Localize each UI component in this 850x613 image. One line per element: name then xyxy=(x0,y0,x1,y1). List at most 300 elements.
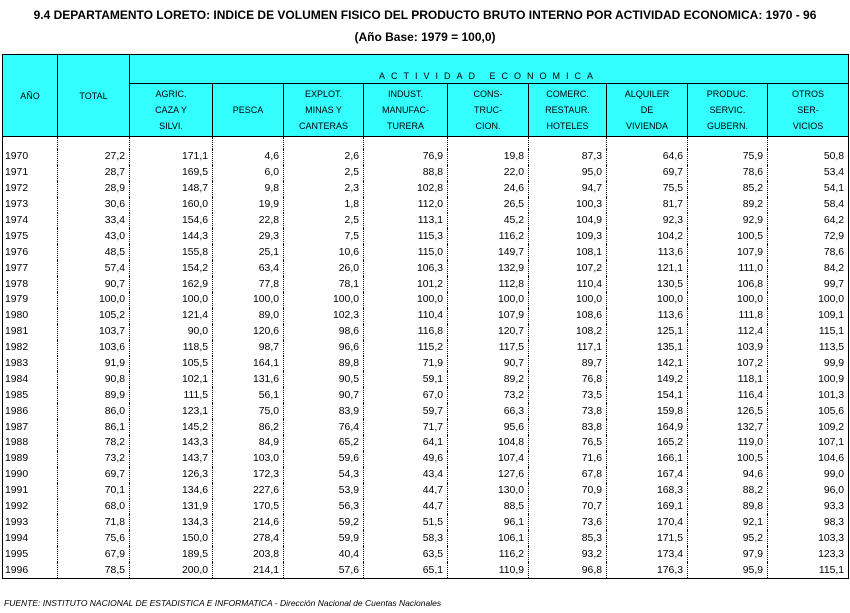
value-cell: 105,6 xyxy=(768,403,849,419)
year-cell: 1975 xyxy=(3,228,58,244)
value-cell: 110,4 xyxy=(529,276,607,292)
value-cell: 65,2 xyxy=(284,435,364,451)
column-header-line: CONS- xyxy=(473,89,503,99)
value-cell: 106,1 xyxy=(448,530,529,546)
value-cell: 89,8 xyxy=(284,356,364,372)
value-cell: 50,8 xyxy=(768,149,849,165)
table-row xyxy=(3,213,849,229)
value-cell: 102,1 xyxy=(130,371,213,387)
value-cell: 75,5 xyxy=(607,181,688,197)
table-row xyxy=(3,562,849,578)
value-cell: 121,4 xyxy=(130,308,213,324)
value-cell: 72,9 xyxy=(768,228,849,244)
value-cell: 113,1 xyxy=(364,213,448,229)
source-note: FUENTE: INSTITUTO NACIONAL DE ESTADISTICA E INFORMATICA - Dirección Nacional de Cuentas Nacionales xyxy=(4,598,442,608)
column-header-total: TOTAL xyxy=(58,55,130,137)
value-cell: 43,4 xyxy=(364,467,448,483)
value-cell: 97,9 xyxy=(688,546,768,562)
value-cell: 43,0 xyxy=(58,228,130,244)
value-cell: 100,0 xyxy=(213,292,284,308)
value-cell: 2,5 xyxy=(284,165,364,181)
value-cell: 113,5 xyxy=(768,340,849,356)
value-cell: 67,8 xyxy=(529,467,607,483)
value-cell: 131,6 xyxy=(213,371,284,387)
value-cell: 100,0 xyxy=(130,292,213,308)
value-cell: 149,2 xyxy=(607,371,688,387)
value-cell: 173,4 xyxy=(607,546,688,562)
value-cell: 227,6 xyxy=(213,483,284,499)
value-cell: 90,8 xyxy=(58,371,130,387)
year-cell: 1982 xyxy=(3,340,58,356)
value-cell: 2,5 xyxy=(284,213,364,229)
value-cell: 214,6 xyxy=(213,514,284,530)
value-cell: 155,8 xyxy=(130,244,213,260)
value-cell: 126,5 xyxy=(688,403,768,419)
value-cell: 127,6 xyxy=(448,467,529,483)
value-cell: 26,5 xyxy=(448,197,529,213)
value-cell: 25,1 xyxy=(213,244,284,260)
value-cell: 99,0 xyxy=(768,467,849,483)
value-cell: 109,3 xyxy=(529,228,607,244)
value-cell: 109,2 xyxy=(768,419,849,435)
value-cell: 71,9 xyxy=(364,356,448,372)
value-cell: 214,1 xyxy=(213,562,284,578)
value-cell: 95,6 xyxy=(448,419,529,435)
column-header-line: PRODUC. xyxy=(706,89,749,99)
value-cell: 75,6 xyxy=(58,530,130,546)
value-cell: 154,6 xyxy=(130,213,213,229)
value-cell: 98,7 xyxy=(213,340,284,356)
value-cell: 59,9 xyxy=(284,530,364,546)
value-cell: 103,9 xyxy=(688,340,768,356)
value-cell: 116,2 xyxy=(448,228,529,244)
value-cell: 89,2 xyxy=(688,197,768,213)
value-cell: 95,2 xyxy=(688,530,768,546)
year-cell: 1971 xyxy=(3,165,58,181)
column-header-activity xyxy=(213,84,284,137)
value-cell: 76,9 xyxy=(364,149,448,165)
year-cell: 1980 xyxy=(3,308,58,324)
column-header-line: EXPLOT. xyxy=(304,89,342,99)
value-cell: 9,8 xyxy=(213,181,284,197)
value-cell: 144,3 xyxy=(130,228,213,244)
value-cell: 75,0 xyxy=(213,403,284,419)
value-cell: 70,1 xyxy=(58,483,130,499)
year-cell: 1981 xyxy=(3,324,58,340)
value-cell: 10,6 xyxy=(284,244,364,260)
value-cell: 100,9 xyxy=(768,371,849,387)
value-cell: 107,2 xyxy=(688,356,768,372)
year-cell: 1993 xyxy=(3,514,58,530)
table-header xyxy=(3,55,849,137)
year-cell: 1985 xyxy=(3,387,58,403)
year-cell: 1990 xyxy=(3,467,58,483)
value-cell: 89,7 xyxy=(529,356,607,372)
table-subtitle: (Año Base: 1979 = 100,0) xyxy=(354,30,496,44)
value-cell: 95,0 xyxy=(529,165,607,181)
column-header-line: HOTELES xyxy=(546,121,589,131)
value-cell: 6,0 xyxy=(213,165,284,181)
year-cell: 1995 xyxy=(3,546,58,562)
value-cell: 93,2 xyxy=(529,546,607,562)
column-header-activity xyxy=(448,84,529,137)
value-cell: 76,4 xyxy=(284,419,364,435)
value-cell: 100,0 xyxy=(58,292,130,308)
value-cell: 98,6 xyxy=(284,324,364,340)
value-cell: 107,9 xyxy=(448,308,529,324)
column-header-line: VIVIENDA xyxy=(625,121,668,131)
value-cell: 118,1 xyxy=(688,371,768,387)
value-cell: 89,9 xyxy=(58,387,130,403)
value-cell: 33,4 xyxy=(58,213,130,229)
year-cell: 1992 xyxy=(3,499,58,515)
value-cell: 116,4 xyxy=(688,387,768,403)
value-cell: 71,8 xyxy=(58,514,130,530)
value-cell: 100,0 xyxy=(284,292,364,308)
value-cell: 130,5 xyxy=(607,276,688,292)
value-cell: 92,3 xyxy=(607,213,688,229)
column-header-activity xyxy=(130,84,213,137)
value-cell: 73,8 xyxy=(529,403,607,419)
value-cell: 101,3 xyxy=(768,387,849,403)
value-cell: 85,2 xyxy=(688,181,768,197)
column-header-line: ALQUILER xyxy=(624,89,670,99)
column-header-line: CION. xyxy=(475,121,501,131)
value-cell: 107,2 xyxy=(529,260,607,276)
value-cell: 166,1 xyxy=(607,451,688,467)
value-cell: 4,6 xyxy=(213,149,284,165)
value-cell: 100,0 xyxy=(688,292,768,308)
table-row xyxy=(3,165,849,181)
value-cell: 164,9 xyxy=(607,419,688,435)
value-cell: 154,1 xyxy=(607,387,688,403)
value-cell: 103,3 xyxy=(768,530,849,546)
table-row xyxy=(3,356,849,372)
year-cell: 1994 xyxy=(3,530,58,546)
column-header-line: GUBERN. xyxy=(706,121,748,131)
value-cell: 117,1 xyxy=(529,340,607,356)
table-row xyxy=(3,149,849,165)
value-cell: 86,1 xyxy=(58,419,130,435)
value-cell: 54,1 xyxy=(768,181,849,197)
data-table xyxy=(2,54,849,579)
value-cell: 86,2 xyxy=(213,419,284,435)
value-cell: 96,8 xyxy=(529,562,607,578)
value-cell: 91,9 xyxy=(58,356,130,372)
value-cell: 2,3 xyxy=(284,181,364,197)
value-cell: 110,4 xyxy=(364,308,448,324)
value-cell: 104,8 xyxy=(448,435,529,451)
column-header-line: AGRIC. xyxy=(155,89,187,99)
column-header-activity xyxy=(364,84,448,137)
table-row xyxy=(3,435,849,451)
value-cell: 115,3 xyxy=(364,228,448,244)
value-cell: 169,1 xyxy=(607,499,688,515)
year-cell: 1996 xyxy=(3,562,58,578)
value-cell: 112,4 xyxy=(688,324,768,340)
value-cell: 101,2 xyxy=(364,276,448,292)
value-cell: 69,7 xyxy=(607,165,688,181)
value-cell: 53,4 xyxy=(768,165,849,181)
value-cell: 63,4 xyxy=(213,260,284,276)
column-header-line: OTROS xyxy=(792,89,825,99)
value-cell: 59,6 xyxy=(284,451,364,467)
year-cell: 1979 xyxy=(3,292,58,308)
value-cell: 116,2 xyxy=(448,546,529,562)
value-cell: 83,8 xyxy=(529,419,607,435)
column-header-line: TRUC- xyxy=(474,105,502,115)
value-cell: 65,1 xyxy=(364,562,448,578)
value-cell: 48,5 xyxy=(58,244,130,260)
value-cell: 30,6 xyxy=(58,197,130,213)
value-cell: 78,6 xyxy=(688,165,768,181)
value-cell: 59,2 xyxy=(284,514,364,530)
value-cell: 51,5 xyxy=(364,514,448,530)
value-cell: 132,9 xyxy=(448,260,529,276)
value-cell: 88,8 xyxy=(364,165,448,181)
value-cell: 19,8 xyxy=(448,149,529,165)
year-cell: 1984 xyxy=(3,371,58,387)
value-cell: 2,6 xyxy=(284,149,364,165)
value-cell: 113,6 xyxy=(607,308,688,324)
value-cell: 108,2 xyxy=(529,324,607,340)
value-cell: 118,5 xyxy=(130,340,213,356)
value-cell: 78,5 xyxy=(58,562,130,578)
value-cell: 100,5 xyxy=(688,451,768,467)
value-cell: 113,6 xyxy=(607,244,688,260)
value-cell: 73,2 xyxy=(448,387,529,403)
value-cell: 76,8 xyxy=(529,371,607,387)
column-group-header: ACTIVIDAD ECONOMICA xyxy=(130,55,849,84)
value-cell: 64,1 xyxy=(364,435,448,451)
value-cell: 99,9 xyxy=(768,356,849,372)
column-header-line: CANTERAS xyxy=(298,121,348,131)
table-row xyxy=(3,260,849,276)
value-cell: 22,8 xyxy=(213,213,284,229)
value-cell: 115,2 xyxy=(364,340,448,356)
value-cell: 19,9 xyxy=(213,197,284,213)
value-cell: 84,9 xyxy=(213,435,284,451)
value-cell: 63,5 xyxy=(364,546,448,562)
table-body xyxy=(3,137,849,579)
value-cell: 96,1 xyxy=(448,514,529,530)
value-cell: 143,3 xyxy=(130,435,213,451)
value-cell: 107,1 xyxy=(768,435,849,451)
year-cell: 1972 xyxy=(3,181,58,197)
year-cell: 1986 xyxy=(3,403,58,419)
column-header-activity xyxy=(284,84,364,137)
value-cell: 105,5 xyxy=(130,356,213,372)
value-cell: 44,7 xyxy=(364,499,448,515)
value-cell: 76,5 xyxy=(529,435,607,451)
value-cell: 100,0 xyxy=(607,292,688,308)
value-cell: 26,0 xyxy=(284,260,364,276)
value-cell: 86,0 xyxy=(58,403,130,419)
value-cell: 106,8 xyxy=(688,276,768,292)
value-cell: 112,8 xyxy=(448,276,529,292)
value-cell: 81,7 xyxy=(607,197,688,213)
value-cell: 73,5 xyxy=(529,387,607,403)
value-cell: 90,7 xyxy=(284,387,364,403)
value-cell: 54,3 xyxy=(284,467,364,483)
table-row xyxy=(3,276,849,292)
value-cell: 120,6 xyxy=(213,324,284,340)
value-cell: 103,6 xyxy=(58,340,130,356)
value-cell: 116,8 xyxy=(364,324,448,340)
value-cell: 130,0 xyxy=(448,483,529,499)
value-cell: 99,7 xyxy=(768,276,849,292)
table-row xyxy=(3,228,849,244)
value-cell: 162,9 xyxy=(130,276,213,292)
value-cell: 22,0 xyxy=(448,165,529,181)
value-cell: 96,6 xyxy=(284,340,364,356)
column-header-year: AÑO xyxy=(3,55,58,137)
value-cell: 131,9 xyxy=(130,499,213,515)
column-header-line: TURERA xyxy=(386,121,424,131)
column-header-line: SER- xyxy=(797,105,819,115)
value-cell: 169,5 xyxy=(130,165,213,181)
value-cell: 111,8 xyxy=(688,308,768,324)
value-cell: 49,6 xyxy=(364,451,448,467)
value-cell: 85,3 xyxy=(529,530,607,546)
value-cell: 104,6 xyxy=(768,451,849,467)
value-cell: 77,8 xyxy=(213,276,284,292)
value-cell: 29,3 xyxy=(213,228,284,244)
value-cell: 56,3 xyxy=(284,499,364,515)
value-cell: 78,2 xyxy=(58,435,130,451)
value-cell: 56,1 xyxy=(213,387,284,403)
value-cell: 165,2 xyxy=(607,435,688,451)
table-row xyxy=(3,403,849,419)
value-cell: 59,7 xyxy=(364,403,448,419)
table-row xyxy=(3,371,849,387)
value-cell: 67,9 xyxy=(58,546,130,562)
value-cell: 148,7 xyxy=(130,181,213,197)
value-cell: 107,4 xyxy=(448,451,529,467)
value-cell: 134,3 xyxy=(130,514,213,530)
value-cell: 92,9 xyxy=(688,213,768,229)
value-cell: 94,6 xyxy=(688,467,768,483)
value-cell: 90,0 xyxy=(130,324,213,340)
column-header-line: VICIOS xyxy=(792,121,824,131)
value-cell: 57,6 xyxy=(284,562,364,578)
value-cell: 90,7 xyxy=(448,356,529,372)
value-cell: 103,0 xyxy=(213,451,284,467)
value-cell: 24,6 xyxy=(448,181,529,197)
value-cell: 135,1 xyxy=(607,340,688,356)
value-cell: 200,0 xyxy=(130,562,213,578)
value-cell: 102,3 xyxy=(284,308,364,324)
value-cell: 28,9 xyxy=(58,181,130,197)
table-row xyxy=(3,483,849,499)
table-row xyxy=(3,244,849,260)
column-header-line: RESTAUR. xyxy=(545,105,590,115)
value-cell: 203,8 xyxy=(213,546,284,562)
table-row xyxy=(3,181,849,197)
value-cell: 170,5 xyxy=(213,499,284,515)
value-cell: 98,3 xyxy=(768,514,849,530)
year-cell: 1973 xyxy=(3,197,58,213)
value-cell: 108,1 xyxy=(529,244,607,260)
column-header-line: CAZA Y xyxy=(155,105,187,115)
value-cell: 53,9 xyxy=(284,483,364,499)
value-cell: 104,2 xyxy=(607,228,688,244)
value-cell: 100,5 xyxy=(688,228,768,244)
year-cell: 1991 xyxy=(3,483,58,499)
value-cell: 104,9 xyxy=(529,213,607,229)
value-cell: 96,0 xyxy=(768,483,849,499)
value-cell: 70,9 xyxy=(529,483,607,499)
value-cell: 105,2 xyxy=(58,308,130,324)
value-cell: 125,1 xyxy=(607,324,688,340)
value-cell: 64,2 xyxy=(768,213,849,229)
value-cell: 189,5 xyxy=(130,546,213,562)
value-cell: 58,4 xyxy=(768,197,849,213)
value-cell: 145,2 xyxy=(130,419,213,435)
value-cell: 69,7 xyxy=(58,467,130,483)
column-header-activity xyxy=(529,84,607,137)
table-row xyxy=(3,499,849,515)
table-row xyxy=(3,514,849,530)
value-cell: 78,6 xyxy=(768,244,849,260)
value-cell: 142,1 xyxy=(607,356,688,372)
column-header-activity xyxy=(768,84,849,137)
value-cell: 168,3 xyxy=(607,483,688,499)
value-cell: 89,2 xyxy=(448,371,529,387)
value-cell: 83,9 xyxy=(284,403,364,419)
value-cell: 7,5 xyxy=(284,228,364,244)
column-header-activity xyxy=(688,84,768,137)
value-cell: 100,0 xyxy=(448,292,529,308)
column-header-line: SERVIC. xyxy=(709,105,746,115)
value-cell: 103,7 xyxy=(58,324,130,340)
value-cell: 40,4 xyxy=(284,546,364,562)
value-cell: 75,9 xyxy=(688,149,768,165)
value-cell: 106,3 xyxy=(364,260,448,276)
value-cell: 123,3 xyxy=(768,546,849,562)
column-header-activity xyxy=(607,84,688,137)
value-cell: 170,4 xyxy=(607,514,688,530)
value-cell: 28,7 xyxy=(58,165,130,181)
value-cell: 107,9 xyxy=(688,244,768,260)
column-header-line: DE xyxy=(640,105,654,115)
value-cell: 92,1 xyxy=(688,514,768,530)
value-cell: 115,0 xyxy=(364,244,448,260)
value-cell: 150,0 xyxy=(130,530,213,546)
value-cell: 44,7 xyxy=(364,483,448,499)
value-cell: 119,0 xyxy=(688,435,768,451)
value-cell: 66,3 xyxy=(448,403,529,419)
value-cell: 100,0 xyxy=(364,292,448,308)
value-cell: 159,8 xyxy=(607,403,688,419)
value-cell: 70,7 xyxy=(529,499,607,515)
column-header-line: INDUST. xyxy=(387,89,423,99)
value-cell: 123,1 xyxy=(130,403,213,419)
value-cell: 111,5 xyxy=(130,387,213,403)
value-cell: 68,0 xyxy=(58,499,130,515)
value-cell: 58,3 xyxy=(364,530,448,546)
table-row xyxy=(3,340,849,356)
value-cell: 59,1 xyxy=(364,371,448,387)
value-cell: 95,9 xyxy=(688,562,768,578)
table-row xyxy=(3,387,849,403)
column-header-line: SILVI. xyxy=(159,121,183,131)
year-cell: 1976 xyxy=(3,244,58,260)
value-cell: 45,2 xyxy=(448,213,529,229)
year-cell: 1978 xyxy=(3,276,58,292)
value-cell: 90,7 xyxy=(58,276,130,292)
value-cell: 71,6 xyxy=(529,451,607,467)
